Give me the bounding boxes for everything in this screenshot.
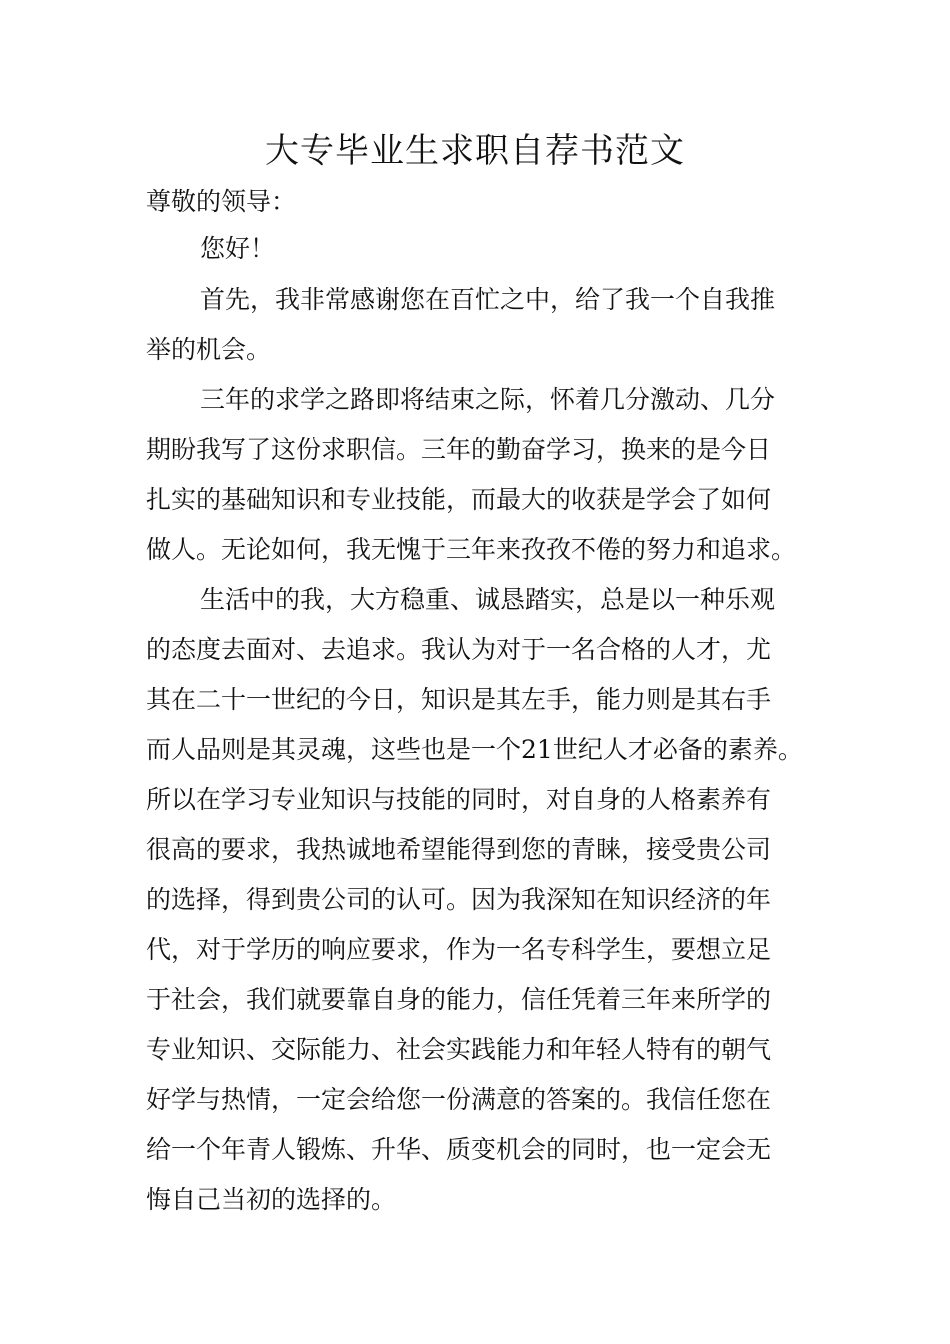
body-line: 的选择，得到贵公司的认可。因为我深知在知识经济的年 [146,885,772,914]
body-line: 代，对于学历的响应要求，作为一名专科学生，要想立足 [146,935,772,964]
body-line: 悔自己当初的选择的。 [146,1185,397,1214]
salutation-line: 尊敬的领导： [146,187,297,216]
body-line: 所以在学习专业知识与技能的同时，对自身的人格素养有 [146,785,772,814]
letter-body [146,275,811,1225]
body-line: 做人。无论如何，我无愧于三年来孜孜不倦的努力和追求。 [146,535,797,564]
body-line: 首先，我非常感谢您在百忙之中，给了我一个自我推 [200,285,776,314]
document-title: 大专毕业生求职自荐书范文 [265,131,685,171]
body-line: 扎实的基础知识和专业技能，而最大的收获是学会了如何 [146,485,772,514]
body-line: 而人品则是其灵魂，这些也是一个21世纪人才必备的素养。 [146,735,803,764]
greeting [146,224,811,274]
body-line: 举的机会。 [146,335,272,364]
body-line: 三年的求学之路即将结束之际，怀着几分激动、几分 [200,385,776,414]
body-line: 很高的要求，我热诚地希望能得到您的青睐，接受贵公司 [146,835,772,864]
salutation [146,177,811,227]
body-line: 其在二十一世纪的今日，知识是其左手，能力则是其右手 [146,685,772,714]
body-line: 生活中的我，大方稳重、诚恳踏实，总是以一种乐观 [200,585,776,614]
body-line: 好学与热情，一定会给您一份满意的答案的。我信任您在 [146,1085,772,1114]
body-line: 期盼我写了这份求职信。三年的勤奋学习，换来的是今日 [146,435,772,464]
greeting-line: 您好！ [200,234,276,263]
body-line: 给一个年青人锻炼、升华、质变机会的同时，也一定会无 [146,1135,772,1164]
body-line: 的态度去面对、去追求。我认为对于一名合格的人才，尤 [146,635,772,664]
body-line: 于社会，我们就要靠自身的能力，信任凭着三年来所学的 [146,985,772,1014]
body-line: 专业知识、交际能力、社会实践能力和年轻人特有的朝气 [146,1035,772,1064]
